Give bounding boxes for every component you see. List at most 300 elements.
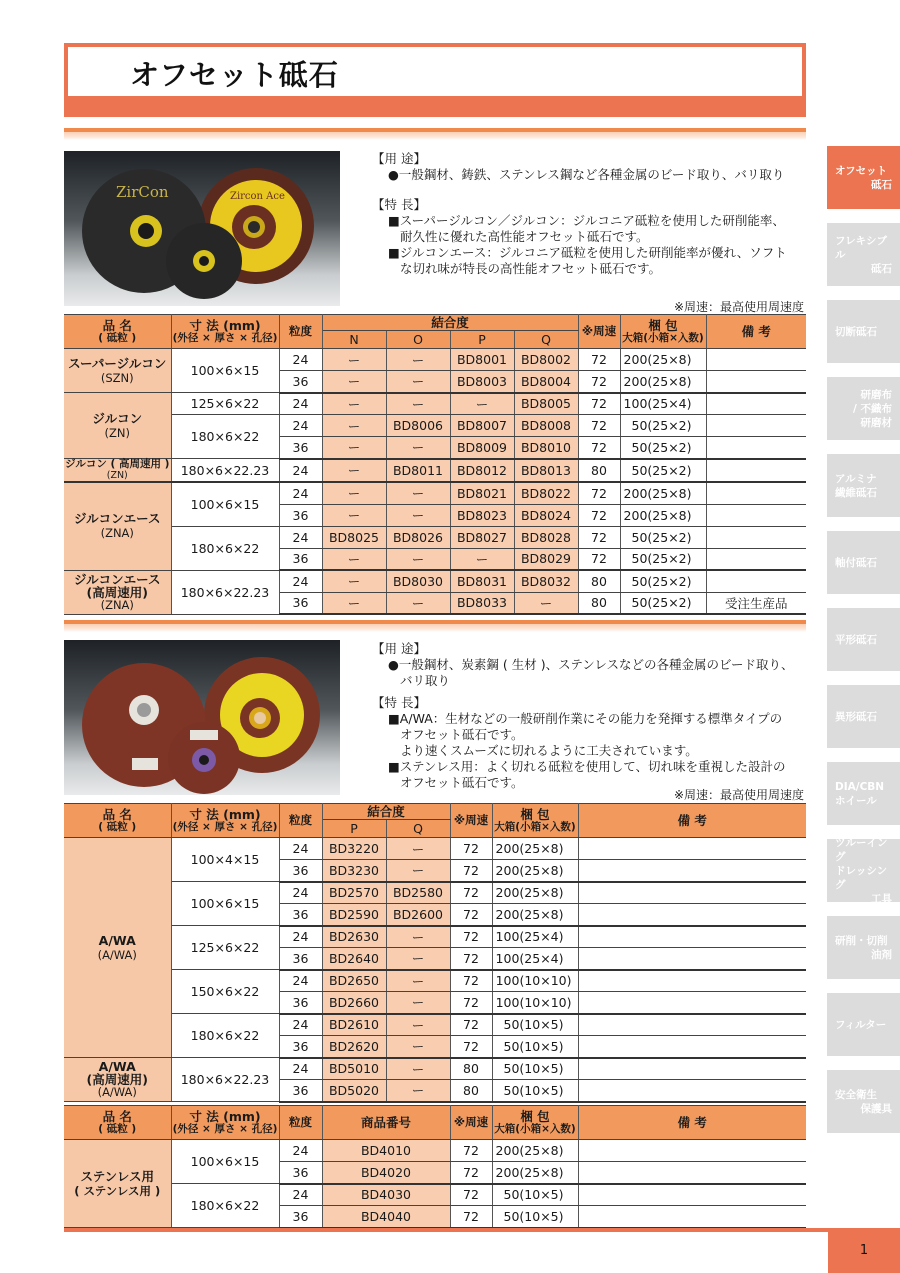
speed-cell: 72 [450, 992, 492, 1014]
code-cell: ー [386, 1036, 450, 1058]
col-header-pack: 梱 包 大箱(小箱×入数) [620, 315, 706, 349]
code-cell: ー [514, 592, 578, 614]
col-header-grit: 粒度 [279, 1106, 322, 1140]
code-cell: ー [322, 415, 386, 437]
speed-cell: 72 [578, 371, 620, 393]
page-number: 1 [828, 1228, 900, 1273]
size-cell: 125×6×22 [171, 393, 279, 415]
code-cell: BD2570 [322, 882, 386, 904]
code-cell: ー [386, 1058, 450, 1080]
sidebar-item-cutting-wheel[interactable]: 切断砥石 [827, 300, 900, 363]
product-photo-awa [64, 640, 340, 795]
speed-cell: 72 [450, 882, 492, 904]
pack-cell: 50(10×5) [492, 1206, 578, 1228]
code-cell: ー [322, 437, 386, 459]
code-cell: BD8005 [514, 393, 578, 415]
col-header-bond-q: Q [514, 331, 578, 349]
table-row [64, 393, 806, 415]
pack-cell: 50(25×2) [620, 437, 706, 459]
col-header-grit: 粒度 [279, 315, 322, 349]
col-header-size: 寸 法 (mm) (外径 × 厚さ × 孔径) [171, 804, 279, 838]
code-cell: BD8023 [450, 504, 514, 526]
speed-cell: 72 [578, 482, 620, 504]
code-cell: BD2620 [322, 1036, 386, 1058]
pack-cell: 50(25×2) [620, 592, 706, 614]
code-cell: BD8006 [386, 415, 450, 437]
speed-cell: 72 [578, 437, 620, 459]
product-name-cell: ジルコン (ZN) [64, 393, 171, 459]
grit-cell: 36 [279, 548, 322, 570]
product-name-cell: ジルコンエース (ZNA) [64, 482, 171, 570]
grit-cell: 36 [279, 1080, 322, 1102]
grit-cell: 24 [279, 1058, 322, 1080]
pack-cell: 200(25×8) [492, 838, 578, 860]
speed-cell: 72 [450, 1206, 492, 1228]
pack-cell: 50(25×2) [620, 570, 706, 592]
grit-cell: 36 [279, 437, 322, 459]
code-cell: BD8009 [450, 437, 514, 459]
pack-cell: 100(10×10) [492, 970, 578, 992]
size-cell: 180×6×22 [171, 526, 279, 570]
col-header-name: 品 名 ( 砥粒 ) [64, 315, 171, 349]
pack-cell: 200(25×8) [492, 882, 578, 904]
code-cell: BD8013 [514, 459, 578, 483]
product-name-cell: ステンレス用 ( ステンレス用 ) [64, 1140, 171, 1228]
pack-cell: 200(25×8) [492, 1162, 578, 1184]
grinding-wheels-image [64, 640, 340, 795]
sidebar-item-flat-wheel[interactable]: 平形砥石 [827, 608, 900, 671]
speed-cell: 72 [450, 838, 492, 860]
remarks-cell [578, 1036, 806, 1058]
col-header-bond-q: Q [386, 820, 450, 838]
code-cell: ー [322, 349, 386, 371]
grit-cell: 36 [279, 1162, 322, 1184]
code-cell: BD8008 [514, 415, 578, 437]
feature-line: より速くスムーズに切れるように工夫されています。 [400, 743, 698, 758]
code-cell: BD8032 [514, 570, 578, 592]
sidebar-item-alumina-fiber[interactable]: アルミナ 繊維砥石 [827, 454, 900, 517]
code-cell: BD2660 [322, 992, 386, 1014]
usage-heading: 【用 途】 [372, 151, 426, 166]
speed-cell: 80 [450, 1080, 492, 1102]
grit-cell: 24 [279, 1140, 322, 1162]
speed-cell: 72 [450, 970, 492, 992]
speed-cell: 72 [578, 548, 620, 570]
grit-cell: 36 [279, 948, 322, 970]
feature-line: ■ジルコンエース：ジルコニア砥粒を使用した研削能率が優れ、ソフト [388, 245, 787, 260]
speed-cell: 72 [450, 1184, 492, 1206]
code-cell: BD8002 [514, 349, 578, 371]
grit-cell: 36 [279, 992, 322, 1014]
code-cell: ー [450, 393, 514, 415]
col-header-bond-p: P [450, 331, 514, 349]
speed-cell: 72 [578, 393, 620, 415]
sidebar-item-offset-wheel[interactable]: オフセット 砥石 [827, 146, 900, 209]
code-cell: ー [386, 437, 450, 459]
remarks-cell [706, 548, 806, 570]
code-cell: BD2600 [386, 904, 450, 926]
code-cell: ー [386, 992, 450, 1014]
section1-description [372, 151, 812, 277]
code-cell: BD8001 [450, 349, 514, 371]
code-cell: BD8033 [450, 592, 514, 614]
code-cell: ー [322, 393, 386, 415]
speed-note: ※周速：最高使用周速度 [673, 300, 804, 314]
feature-item [372, 245, 812, 277]
pack-cell: 50(25×2) [620, 526, 706, 548]
col-header-name: 品 名 ( 砥粒 ) [64, 804, 171, 838]
code-cell: ー [386, 970, 450, 992]
table-row [64, 926, 806, 948]
remarks-cell [578, 1162, 806, 1184]
grit-cell: 24 [279, 482, 322, 504]
remarks-cell [578, 1140, 806, 1162]
size-cell: 100×4×15 [171, 838, 279, 882]
code-cell: BD8010 [514, 437, 578, 459]
code-cell: BD3230 [322, 860, 386, 882]
sidebar-item-shaped-wheel[interactable]: 異形砥石 [827, 685, 900, 748]
feature-item [372, 711, 812, 759]
grit-cell: 24 [279, 570, 322, 592]
speed-cell: 72 [450, 1036, 492, 1058]
size-cell: 100×6×15 [171, 1140, 279, 1184]
speed-cell: 80 [578, 592, 620, 614]
sidebar-item-cutting-oil[interactable]: 研削・切削 油剤 [827, 916, 900, 979]
grit-cell: 24 [279, 349, 322, 371]
grit-cell: 36 [279, 592, 322, 614]
pack-cell: 200(25×8) [492, 1140, 578, 1162]
table-row [64, 838, 806, 860]
section-divider [64, 128, 806, 140]
grit-cell: 36 [279, 504, 322, 526]
grit-cell: 36 [279, 371, 322, 393]
col-header-remarks: 備 考 [578, 804, 806, 838]
remarks-cell [706, 526, 806, 548]
col-header-size: 寸 法 (mm) (外径 × 厚さ × 孔径) [171, 1106, 279, 1140]
code-cell: BD8007 [450, 415, 514, 437]
table-row [64, 970, 806, 992]
code-cell: BD8022 [514, 482, 578, 504]
col-header-name: 品 名 ( 砥粒 ) [64, 1106, 171, 1140]
remarks-cell [706, 415, 806, 437]
size-cell: 180×6×22 [171, 1184, 279, 1228]
code-cell: BD8024 [514, 504, 578, 526]
table-row [64, 882, 806, 904]
page-title: オフセット砥石 [130, 58, 339, 92]
remarks-cell [578, 926, 806, 948]
remarks-cell [578, 1014, 806, 1036]
code-cell: BD8012 [450, 459, 514, 483]
code-cell: BD2610 [322, 1014, 386, 1036]
col-header-remarks: 備 考 [578, 1106, 806, 1140]
size-cell: 150×6×22 [171, 970, 279, 1014]
code-cell: BD2640 [322, 948, 386, 970]
speed-cell: 80 [578, 570, 620, 592]
code-cell: ー [322, 482, 386, 504]
size-cell: 180×6×22 [171, 415, 279, 459]
code-cell: ー [322, 371, 386, 393]
pack-cell: 100(25×4) [492, 926, 578, 948]
product-name-cell: ジルコン ( 高周速用 ) (ZN) [65, 458, 170, 481]
zircon-spec-table [64, 314, 806, 615]
code-cell: ー [386, 1080, 450, 1102]
stainless-spec-table [64, 1105, 806, 1229]
code-cell: ー [322, 504, 386, 526]
code-cell: BD5010 [322, 1058, 386, 1080]
grit-cell: 36 [279, 1206, 322, 1228]
grit-cell: 24 [279, 415, 322, 437]
col-header-bond: 結合度 [322, 315, 578, 331]
code-cell: BD8030 [386, 570, 450, 592]
table-row [64, 482, 806, 504]
code-cell: BD2650 [322, 970, 386, 992]
code-cell: BD8028 [514, 526, 578, 548]
code-cell: ー [386, 349, 450, 371]
sidebar-item-abrasive-cloth[interactable]: 研磨布 / 不織布 研磨材 [827, 377, 900, 440]
grit-cell: 24 [279, 926, 322, 948]
pack-cell: 50(10×5) [492, 1036, 578, 1058]
code-cell: ー [386, 860, 450, 882]
remarks-cell [578, 1206, 806, 1228]
speed-cell: 72 [578, 504, 620, 526]
speed-cell: 72 [450, 1162, 492, 1184]
col-header-speed: ※周速 [450, 1106, 492, 1140]
code-cell: BD2580 [386, 882, 450, 904]
code-cell: BD5020 [322, 1080, 386, 1102]
feature-line: ■スーパージルコン／ジルコン：ジルコニア砥粒を使用した研削能率、 [388, 213, 785, 228]
sidebar-item-filter[interactable]: フィルター [827, 993, 900, 1056]
svg-text:Zircon Ace: Zircon Ace [230, 191, 285, 202]
grit-cell: 24 [279, 1014, 322, 1036]
size-cell: 100×6×15 [171, 349, 279, 393]
code-cell: BD2590 [322, 904, 386, 926]
sidebar-item-truing-dressing[interactable]: ツルーイング ドレッシング 工具 [827, 839, 900, 902]
remarks-cell [706, 504, 806, 526]
col-header-pack: 梱 包 大箱(小箱×入数) [492, 1106, 578, 1140]
speed-cell: 72 [450, 1140, 492, 1162]
code-cell: BD4010 [322, 1140, 450, 1162]
speed-note: ※周速：最高使用周速度 [673, 788, 804, 802]
remarks-cell [578, 838, 806, 860]
title-banner [64, 43, 806, 117]
grit-cell: 36 [279, 904, 322, 926]
code-cell: ー [322, 592, 386, 614]
code-cell: ー [322, 570, 386, 592]
remarks-cell [706, 482, 806, 504]
remarks-cell [578, 1184, 806, 1206]
usage-line: ●一般鋼材、炭素鋼 ( 生材 )、ステンレスなどの各種金属のビード取り、 [388, 657, 794, 672]
pack-cell: 200(25×8) [620, 371, 706, 393]
code-cell: BD8029 [514, 548, 578, 570]
pack-cell: 50(10×5) [492, 1058, 578, 1080]
speed-cell: 80 [450, 1058, 492, 1080]
col-header-pack: 梱 包 大箱(小箱×入数) [492, 804, 578, 838]
remarks-cell [706, 437, 806, 459]
code-cell: BD3220 [322, 838, 386, 860]
grit-cell: 24 [279, 1184, 322, 1206]
sidebar-item-safety[interactable]: 安全衛生 保護具 [827, 1070, 900, 1133]
feature-line: な切れ味が特長の高性能オフセット砥石です。 [400, 261, 662, 276]
code-cell: BD8027 [450, 526, 514, 548]
col-header-size: 寸 法 (mm) (外径 × 厚さ × 孔径) [171, 315, 279, 349]
svg-text:ZirCon: ZirCon [116, 183, 169, 201]
speed-cell: 72 [450, 948, 492, 970]
code-cell: BD8021 [450, 482, 514, 504]
table-row [64, 1014, 806, 1036]
pack-cell: 50(25×2) [620, 548, 706, 570]
col-header-remarks: 備 考 [706, 315, 806, 349]
code-cell: ー [450, 548, 514, 570]
col-header-bond-p: P [322, 820, 386, 838]
code-cell: ー [386, 482, 450, 504]
grit-cell: 36 [279, 1036, 322, 1058]
remarks-cell [706, 570, 806, 592]
code-cell: ー [386, 504, 450, 526]
code-cell: ー [386, 838, 450, 860]
code-cell: BD8031 [450, 570, 514, 592]
col-header-bond-o: O [386, 331, 450, 349]
pack-cell: 50(25×2) [620, 415, 706, 437]
product-photo-zircon [64, 151, 340, 306]
speed-cell: 72 [578, 349, 620, 371]
product-name-cell: A/WA (A/WA) [64, 838, 171, 1058]
pack-cell: 200(25×8) [492, 904, 578, 926]
code-cell: ー [386, 948, 450, 970]
code-cell: ー [386, 548, 450, 570]
product-name-cell: A/WA (高周速用) (A/WA) [64, 1058, 171, 1102]
footer-bar [64, 1228, 900, 1232]
remarks-cell [578, 992, 806, 1014]
pack-cell: 200(25×8) [620, 482, 706, 504]
speed-cell: 72 [450, 860, 492, 882]
remarks-cell [578, 948, 806, 970]
features-heading: 【特 長】 [372, 197, 426, 212]
speed-cell: 80 [578, 459, 620, 483]
pack-cell: 50(10×5) [492, 1014, 578, 1036]
speed-cell: 72 [450, 1014, 492, 1036]
speed-cell: 72 [450, 926, 492, 948]
remarks-cell [706, 371, 806, 393]
remarks-cell [706, 393, 806, 415]
grit-cell: 24 [279, 393, 322, 415]
remarks-cell [706, 459, 806, 483]
sidebar-item-flexible-wheel[interactable]: フレキシブル 砥石 [827, 223, 900, 286]
grit-cell: 24 [279, 526, 322, 548]
grinding-wheels-image [64, 151, 340, 306]
pack-cell: 100(25×4) [492, 948, 578, 970]
grit-cell: 24 [279, 459, 322, 483]
size-cell: 180×6×22 [171, 1014, 279, 1058]
section2-description [372, 641, 812, 791]
code-cell: BD4020 [322, 1162, 450, 1184]
grit-cell: 36 [279, 860, 322, 882]
col-header-bond: 結合度 [322, 804, 450, 820]
remarks-cell [578, 1080, 806, 1102]
table-row [64, 526, 806, 548]
speed-cell: 72 [578, 415, 620, 437]
feature-line: 耐久性に優れた高性能オフセット砥石です。 [400, 229, 649, 244]
product-name-cell: ジルコンエース (高周速用) (ZNA) [64, 570, 171, 614]
remarks-cell [578, 904, 806, 926]
grit-cell: 24 [279, 882, 322, 904]
feature-line: ■ステンレス用：よく切れる砥粒を使用して、切れ味を重視した設計の [388, 759, 786, 774]
remarks-cell [578, 970, 806, 992]
size-cell: 180×6×22.23 [171, 459, 279, 483]
size-cell: 100×6×15 [171, 882, 279, 926]
grit-cell: 24 [279, 838, 322, 860]
section-divider [64, 620, 806, 632]
code-cell: BD8003 [450, 371, 514, 393]
remarks-cell: 受注生産品 [706, 592, 806, 614]
code-cell: BD8026 [386, 526, 450, 548]
feature-line: オフセット砥石です。 [400, 775, 524, 790]
code-cell: ー [386, 371, 450, 393]
remarks-cell [578, 1058, 806, 1080]
code-cell: ー [322, 548, 386, 570]
size-cell: 100×6×15 [171, 482, 279, 526]
speed-cell: 72 [450, 904, 492, 926]
feature-line: オフセット砥石です。 [400, 727, 524, 742]
product-name-cell: スーパージルコン (SZN) [64, 349, 171, 393]
code-cell: BD8025 [322, 526, 386, 548]
remarks-cell [706, 349, 806, 371]
code-cell: ー [322, 459, 386, 483]
remarks-cell [578, 860, 806, 882]
code-cell: BD4030 [322, 1184, 450, 1206]
pack-cell: 100(25×4) [620, 393, 706, 415]
code-cell: ー [386, 393, 450, 415]
table-row [64, 349, 806, 371]
usage-line: バリ取り [400, 673, 451, 688]
table-row [64, 1058, 806, 1080]
code-cell: BD2630 [322, 926, 386, 948]
feature-item [372, 213, 812, 245]
awa-spec-table [64, 803, 806, 1103]
sidebar-item-dia-cbn[interactable]: DIA/CBN ホイール [827, 762, 900, 825]
pack-cell: 200(25×8) [492, 860, 578, 882]
pack-cell: 50(10×5) [492, 1080, 578, 1102]
usage-heading: 【用 途】 [372, 641, 426, 656]
col-header-speed: ※周速 [450, 804, 492, 838]
code-cell: ー [386, 592, 450, 614]
code-cell: ー [386, 926, 450, 948]
usage-item: ●一般鋼材、鋳鉄、ステンレス鋼など各種金属のビード取り、バリ取り [388, 167, 785, 182]
size-cell: 180×6×22.23 [171, 570, 279, 614]
col-header-speed: ※周速 [578, 315, 620, 349]
pack-cell: 50(25×2) [620, 459, 706, 483]
table-row [64, 1184, 806, 1206]
sidebar-item-mounted-point[interactable]: 軸付砥石 [827, 531, 900, 594]
table-row [64, 415, 806, 437]
pack-cell: 50(10×5) [492, 1184, 578, 1206]
pack-cell: 100(10×10) [492, 992, 578, 1014]
remarks-cell [578, 882, 806, 904]
size-cell: 180×6×22.23 [171, 1058, 279, 1102]
size-cell: 125×6×22 [171, 926, 279, 970]
code-cell: ー [386, 1014, 450, 1036]
table-row [64, 570, 806, 592]
feature-line: ■A/WA：生材などの一般研削作業にその能力を発揮する標準タイプの [388, 711, 783, 726]
code-cell: BD8004 [514, 371, 578, 393]
speed-cell: 72 [578, 526, 620, 548]
col-header-grit: 粒度 [279, 804, 322, 838]
code-cell: BD4040 [322, 1206, 450, 1228]
col-header-bond-n: N [322, 331, 386, 349]
code-cell: BD8011 [386, 459, 450, 483]
pack-cell: 200(25×8) [620, 349, 706, 371]
usage-item [372, 657, 812, 689]
title-box [68, 47, 802, 96]
